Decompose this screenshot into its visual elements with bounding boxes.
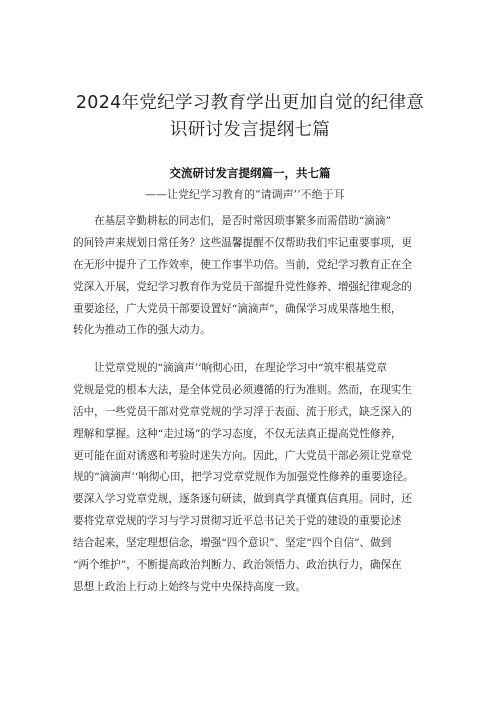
paragraph-line: 要将党章党规的学习与学习贯彻习近平总书记关于党的建设的重要论述 — [73, 515, 402, 528]
paragraph-line: “两个维护”，不断提高政治判断力、政治领悟力、政治执行力，确保在 — [73, 559, 402, 572]
paragraph-line: 要深入学习党章党规，逐条逐句研读，做到真学真懂真信真用。同时，还 — [73, 493, 412, 506]
subheading: ——让党纪学习教育的“请调声’’不绝于耳 — [145, 188, 345, 201]
paragraph-line: 党规是党的根本大法，是全体党员必须遵循的行为准则。然而，在现实生 — [73, 383, 412, 396]
title-line: 识研讨发言提纲七篇 — [169, 120, 331, 140]
paragraph-1 — [73, 211, 433, 342]
paragraph-line: 结合起来，坚定理想信念，增强“四个意识”、坚定“四个自信”、做到 — [73, 537, 392, 550]
paragraph-line: 重要途径，广大党员干部要设置好“滴滴声”，确保学习成果落地生根， — [73, 302, 402, 315]
title-line: 2024年党纪学习教育学出更加自觉的纪律意 — [75, 93, 425, 113]
paragraph-line: 规的“滴滴声’‘响彻心田，把学习党章党规作为加强党性修养的重要途径。 — [73, 471, 414, 484]
paragraph-2 — [73, 358, 433, 599]
paragraph-line: 转化为推动工作的强大动力。 — [73, 324, 211, 337]
paragraph-line: 的间铃声来规划日常任务？这些温馨提醒不仅帮助我们牢记重要事项，更 — [73, 236, 412, 249]
document-title — [60, 90, 440, 144]
paragraph-line: 理解和掌握。这种“走过场”的学习态度，不仅无法真正提高党性修养， — [73, 427, 402, 440]
paragraph-line: 党深入开展，党纪学习教育作为党员干部提升党性修养、增强纪律观念的 — [73, 280, 412, 293]
paragraph-line: 活中，一些党员干部对党章党规的学习浮于表面、流于形式，缺乏深入的 — [73, 405, 412, 418]
paragraph-line: 思想上政治上行动上始终与党中央保持高度一致。 — [73, 580, 307, 593]
paragraph-line: 在基层辛勤耕耘的同志们，是否时常因琐事繁多而需借助“滴滴” — [94, 215, 391, 227]
paragraph-line: 更可能在面对诱惑和考验时迷失方向。因此，广大党员干部必须让党章党 — [73, 449, 412, 462]
paragraph-line: 让党章党规的“滴滴声’’响彻心田，在理论学习中“筑牢根基党章 — [94, 362, 388, 374]
paragraph-line: 在无形中提升了工作效率，使工作事半功倍。当前，党纪学习教育正在全 — [73, 258, 412, 271]
section-heading: 交流研讨发言提纲篇一，共七篇 — [169, 166, 331, 180]
